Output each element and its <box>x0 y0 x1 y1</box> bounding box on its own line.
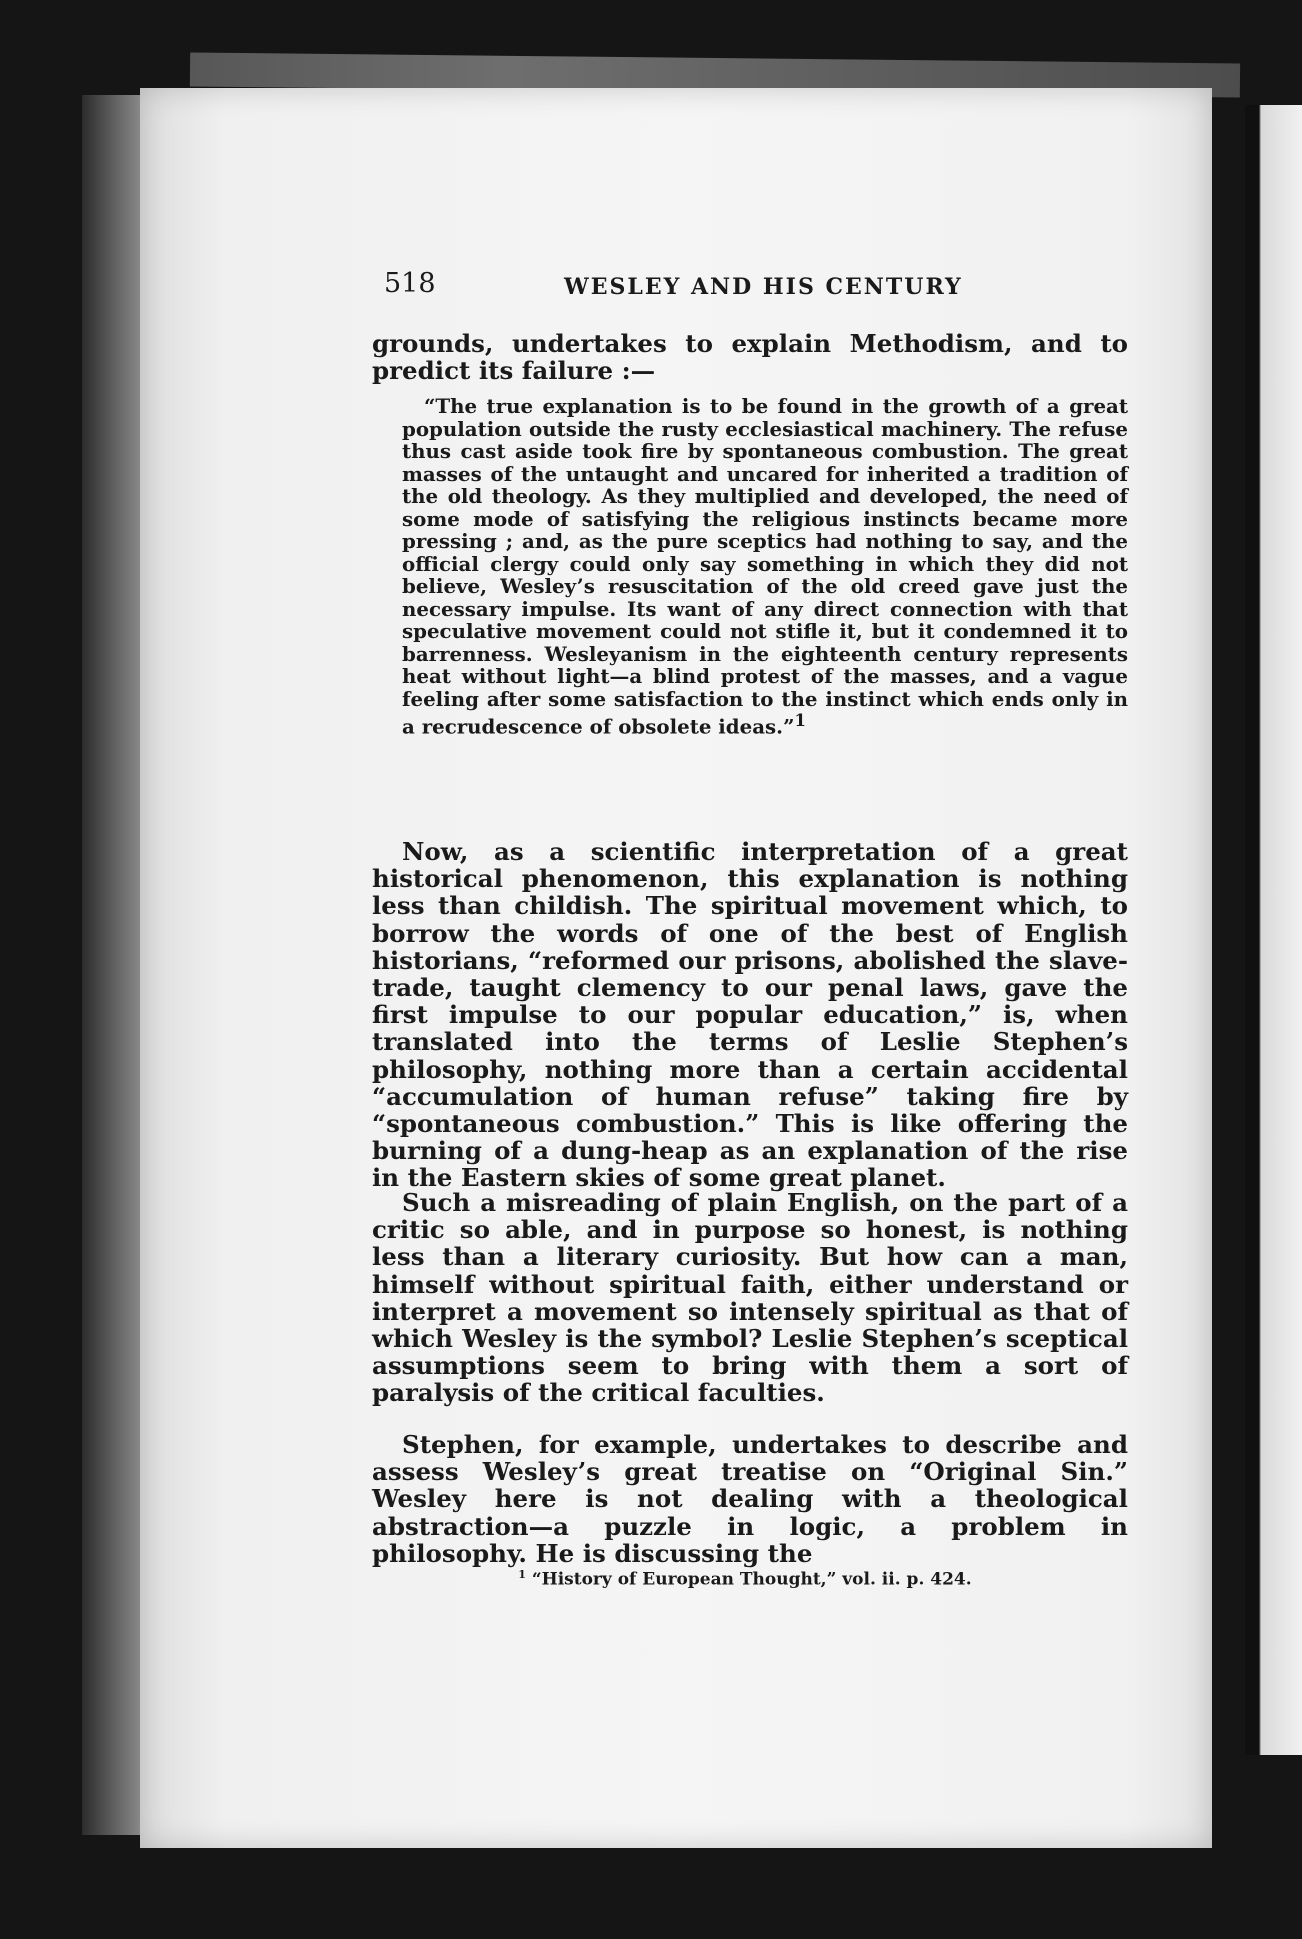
intro-paragraph: grounds, undertakes to explain Methodism, and to predict its failure :— <box>372 329 1128 386</box>
block-quote <box>402 395 1128 738</box>
block-quote-text: “The true explanation is to be found in the growth of a great population outside the rusty ecclesiastical machinery. The refuse thus cast aside took fire by spontaneous combustion. The great masses of the untaught and uncared for inherited a tradition of the old theology. As they multiplied and developed, the need of some mode of satisfying the religious instincts became more pressing ; and, as the pure sceptics had nothing to say, and the official clergy could only say something in which they did not believe, Wesley’s resuscitation of the old creed gave just the necessary impulse. Its want of any direct connection with that speculative movement could not stifle it, but it condemned it to barrenness. Wesleyanism in the eighteenth century represents heat without light—a blind protest of the masses, and a vague feeling after some satisfaction to the instinct which ends only in a recrudescence of obsolete ideas.” <box>402 394 1128 739</box>
running-head <box>232 268 1142 308</box>
footnote-text: “History of European Thought,” vol. ii. p. 424. <box>531 1569 972 1590</box>
paragraph-such: Such a misreading of plain English, on the part of a critic so able, and in purpose so honest, is nothing less than a literary curiosity. But how can a man, himself without spiritual faith, either understand or interpret a movement so intensely spiritual as that of which Wesley is the symbol? Leslie Stephen’s sceptical assumptions seem to bring with them a sort of paralysis of the critical faculties. <box>372 1188 1128 1408</box>
paragraph-now: Now, as a scientific interpretation of a great historical phenomenon, this explanation is nothing less than childish. The spiritual movement which, to borrow the words of one of the best of English historians, “reformed our prisons, abolished the slave-trade, taught clemency to our penal laws, gave the first impulse to our popular education,” is, when translated into the terms of Leslie Stephen’s philosophy, nothing more than a certain accidental “accumulation of human refuse” taking fire by “spontaneous combustion.” This is like offering the burning of a dung-heap as an explanation of the rise in the Eastern skies of some great planet. <box>372 837 1128 1193</box>
footnote-reference: 1 <box>794 711 806 730</box>
footnote <box>465 1568 1025 1590</box>
running-head-title: WESLEY AND HIS CENTURY <box>564 274 963 300</box>
paragraph-stephen: Stephen, for example, undertakes to describe and assess Wesley’s great treatise on “Original Sin.” Wesley here is not dealing with a theological abstraction—a puzzle in logic, a problem in philosophy. He is discussing the <box>372 1430 1128 1568</box>
page-content <box>232 268 1142 1590</box>
book-page <box>140 88 1212 1848</box>
footnote-marker: 1 <box>518 1568 526 1581</box>
page-number: 518 <box>384 268 436 299</box>
facing-page-edge <box>1245 105 1302 1755</box>
